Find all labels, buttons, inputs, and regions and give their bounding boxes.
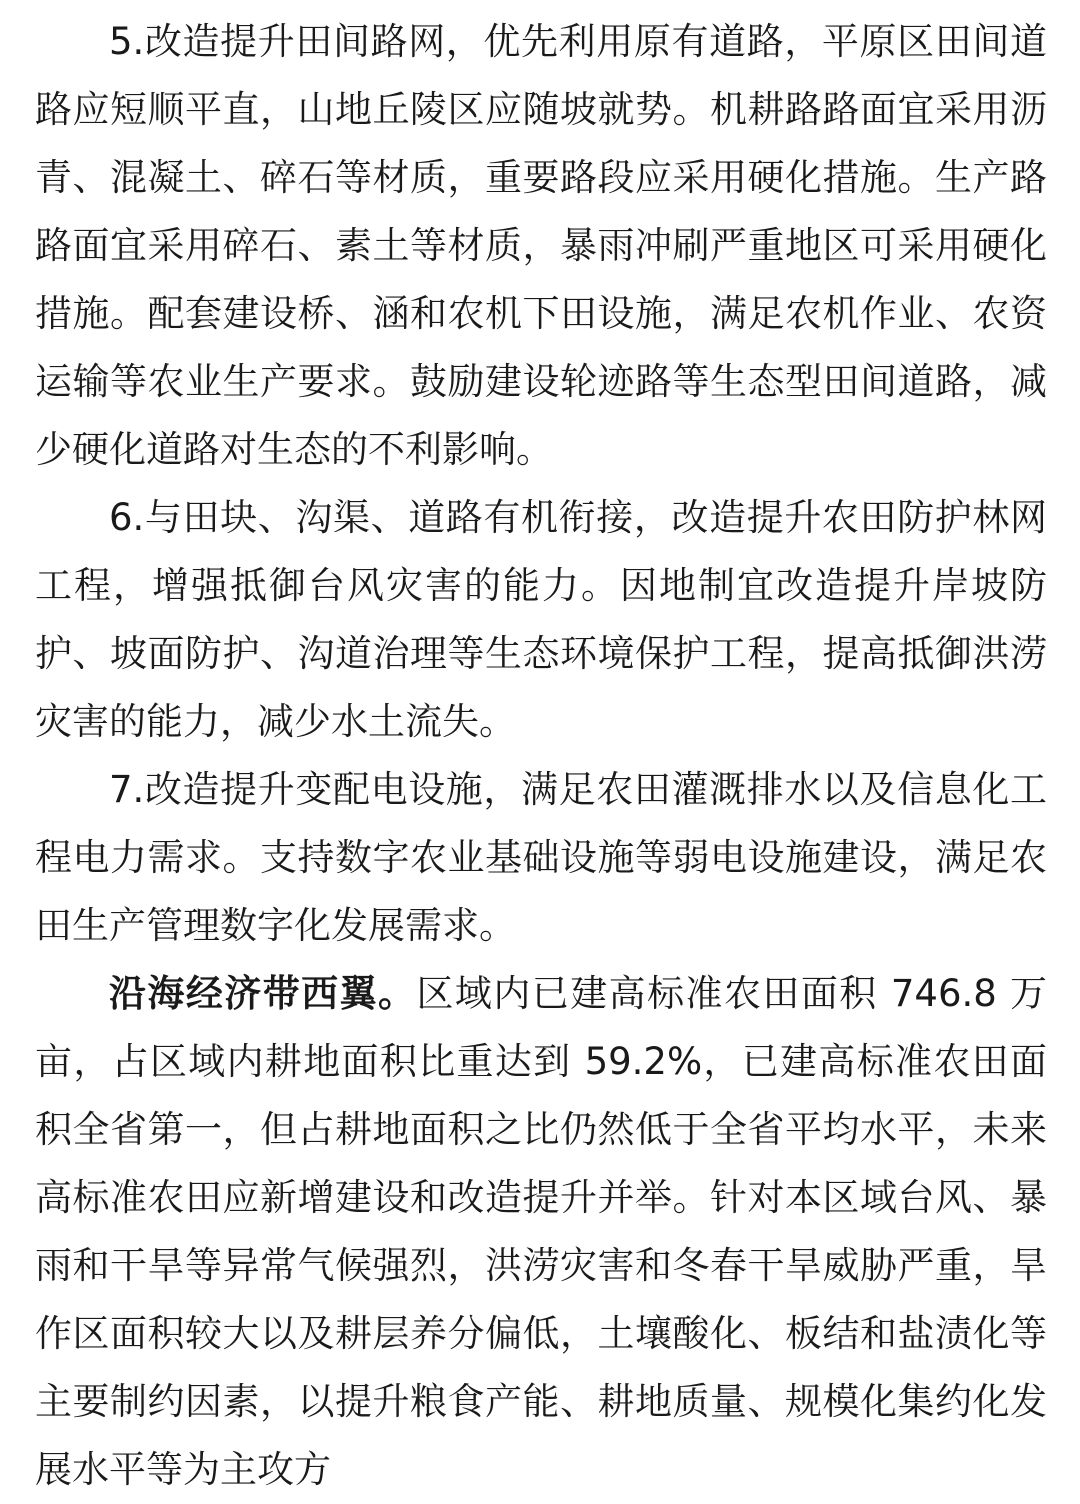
paragraph-text: 5.改造提升田间路网，优先利用原有道路，平原区田间道路应短顺平直，山地丘陵区应随坡就势。机耕路路面宜采用沥青、混凝土、碎石等材质，重要路段应采用硬化措施。生产路路面宜采用碎石、素土等材质，暴雨冲刷严重地区可采用硬化措施。配套建设桥、涵和农机下田设施，满足农机作业、农资运输等农业生产要求。鼓励建设轮迹路等生态型田间道路，减少硬化道路对生态的不利影响。 xyxy=(35,20,1047,471)
paragraph-shelterbelt xyxy=(35,484,1047,756)
paragraph-text: 7.改造提升变配电设施，满足农田灌溉排水以及信息化工程电力需求。支持数字农业基础设施等弱电设施建设，满足农田生产管理数字化发展需求。 xyxy=(35,768,1047,947)
paragraph-power-facilities xyxy=(35,756,1047,960)
paragraph-text: 6.与田块、沟渠、道路有机衔接，改造提升农田防护林网工程，增强抵御台风灾害的能力。因地制宜改造提升岸坡防护、坡面防护、沟道治理等生态环境保护工程，提高抵御洪涝灾害的能力，减少水土流失。 xyxy=(35,496,1047,743)
section-heading: 沿海经济带西翼。 xyxy=(109,972,417,1015)
paragraph-text: 区域内已建高标准农田面积 746.8 万亩，占区域内耕地面积比重达到 59.2%，已建高标准农田面积全省第一，但占耕地面积之比仍然低于全省平均水平，未来高标准农田应新增建设和改造提升并举。针对本区域台风、暴雨和干旱等异常气候强烈，洪涝灾害和冬春干旱威胁严重，旱作区面积较大以及耕层养分偏低，土壤酸化、板结和盐渍化等主要制约因素，以提升粮食产能、耕地质量、规模化集约化发展水平等为主攻方 xyxy=(35,972,1048,1491)
paragraph-road-network xyxy=(35,8,1047,484)
paragraph-west-wing xyxy=(35,960,1047,1504)
document-body xyxy=(35,8,1047,1504)
